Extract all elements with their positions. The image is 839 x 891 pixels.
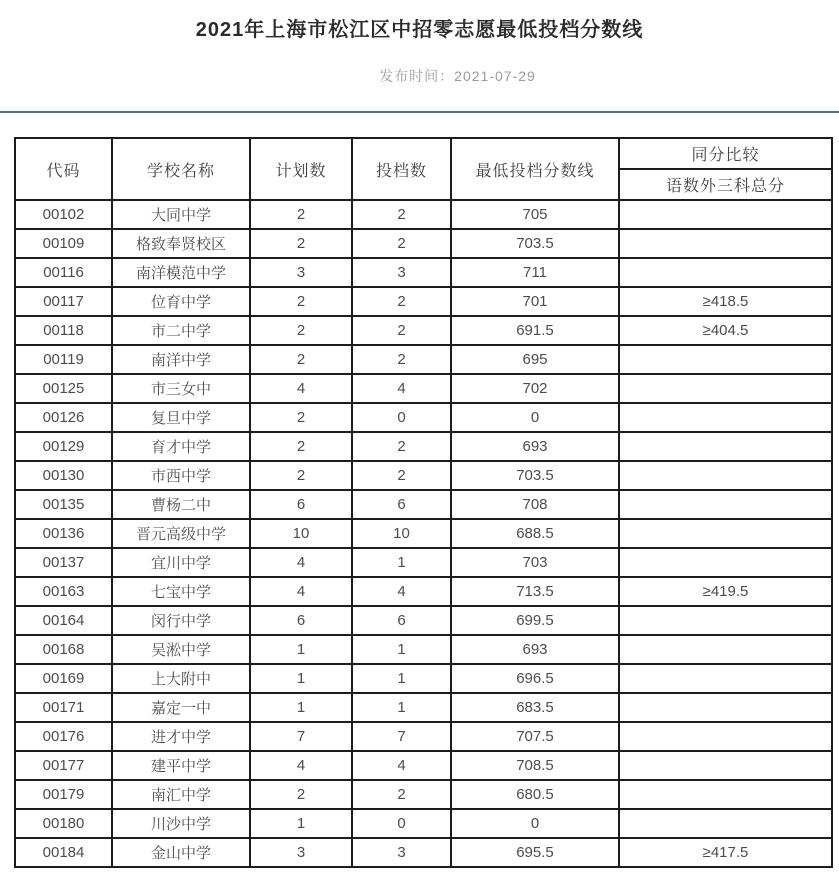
- table-row: [15, 345, 832, 374]
- cell-plan: 1: [250, 664, 352, 693]
- cell-tie: [619, 432, 832, 461]
- cell-tie: [619, 548, 832, 577]
- cell-tie: [619, 461, 832, 490]
- cell-plan: 2: [250, 780, 352, 809]
- cell-code: 00102: [15, 200, 112, 229]
- cell-min_score: 695: [451, 345, 619, 374]
- cell-tie: ≥404.5: [619, 316, 832, 345]
- cell-filed: 4: [352, 751, 451, 780]
- cell-school: 大同中学: [112, 200, 250, 229]
- cell-plan: 2: [250, 316, 352, 345]
- cell-code: 00116: [15, 258, 112, 287]
- cell-code: 00180: [15, 809, 112, 838]
- table-row: [15, 809, 832, 838]
- cell-min_score: 693: [451, 432, 619, 461]
- cell-filed: 10: [352, 519, 451, 548]
- cell-code: 00117: [15, 287, 112, 316]
- table-row: [15, 258, 832, 287]
- cell-school: 晋元高级中学: [112, 519, 250, 548]
- cell-code: 00179: [15, 780, 112, 809]
- cell-min_score: 708.5: [451, 751, 619, 780]
- cell-plan: 2: [250, 200, 352, 229]
- cell-filed: 1: [352, 635, 451, 664]
- header-filed: 投档数: [352, 138, 451, 200]
- cell-tie: [619, 693, 832, 722]
- divider-line: [0, 111, 839, 113]
- header-min-score: 最低投档分数线: [451, 138, 619, 200]
- cell-filed: 3: [352, 258, 451, 287]
- cell-code: 00136: [15, 519, 112, 548]
- cell-filed: 2: [352, 780, 451, 809]
- cell-tie: [619, 258, 832, 287]
- cell-min_score: 693: [451, 635, 619, 664]
- cell-min_score: 0: [451, 809, 619, 838]
- cell-code: 00168: [15, 635, 112, 664]
- cell-min_score: 695.5: [451, 838, 619, 867]
- table-row: [15, 519, 832, 548]
- cell-school: 市二中学: [112, 316, 250, 345]
- cell-code: 00184: [15, 838, 112, 867]
- cell-tie: ≥419.5: [619, 577, 832, 606]
- cell-school: 市三女中: [112, 374, 250, 403]
- cell-plan: 2: [250, 403, 352, 432]
- table-row: [15, 229, 832, 258]
- cell-filed: 3: [352, 838, 451, 867]
- cell-min_score: 701: [451, 287, 619, 316]
- cell-min_score: 711: [451, 258, 619, 287]
- cell-code: 00137: [15, 548, 112, 577]
- header-school: 学校名称: [112, 138, 250, 200]
- cell-school: 七宝中学: [112, 577, 250, 606]
- cell-code: 00118: [15, 316, 112, 345]
- cell-tie: ≥417.5: [619, 838, 832, 867]
- table-row: [15, 461, 832, 490]
- cell-plan: 2: [250, 287, 352, 316]
- cell-tie: [619, 780, 832, 809]
- cell-filed: 2: [352, 229, 451, 258]
- cell-tie: ≥418.5: [619, 287, 832, 316]
- cell-filed: 0: [352, 403, 451, 432]
- cell-school: 建平中学: [112, 751, 250, 780]
- cell-tie: [619, 229, 832, 258]
- cell-tie: [619, 374, 832, 403]
- cell-school: 闵行中学: [112, 606, 250, 635]
- table-row: [15, 432, 832, 461]
- cell-code: 00169: [15, 664, 112, 693]
- cell-code: 00164: [15, 606, 112, 635]
- cell-filed: 1: [352, 693, 451, 722]
- cell-min_score: 703.5: [451, 229, 619, 258]
- cell-filed: 6: [352, 606, 451, 635]
- cell-code: 00130: [15, 461, 112, 490]
- cell-filed: 0: [352, 809, 451, 838]
- cell-min_score: 683.5: [451, 693, 619, 722]
- cell-school: 金山中学: [112, 838, 250, 867]
- cell-code: 00126: [15, 403, 112, 432]
- table-row: [15, 693, 832, 722]
- table-row: [15, 722, 832, 751]
- cell-filed: 2: [352, 461, 451, 490]
- cell-plan: 10: [250, 519, 352, 548]
- cell-code: 00177: [15, 751, 112, 780]
- cell-plan: 3: [250, 838, 352, 867]
- cell-filed: 6: [352, 490, 451, 519]
- cell-school: 川沙中学: [112, 809, 250, 838]
- cell-filed: 4: [352, 374, 451, 403]
- cell-code: 00176: [15, 722, 112, 751]
- header-divider: [0, 107, 839, 113]
- cell-plan: 4: [250, 374, 352, 403]
- cell-code: 00129: [15, 432, 112, 461]
- cell-min_score: 688.5: [451, 519, 619, 548]
- cell-school: 曹杨二中: [112, 490, 250, 519]
- cell-code: 00119: [15, 345, 112, 374]
- header-tie-compare: 同分比较: [619, 138, 832, 169]
- header-tie-sub: 语数外三科总分: [619, 169, 832, 200]
- table-row: [15, 577, 832, 606]
- cell-min_score: 699.5: [451, 606, 619, 635]
- cell-filed: 2: [352, 287, 451, 316]
- cell-school: 吴淞中学: [112, 635, 250, 664]
- cell-school: 南洋中学: [112, 345, 250, 374]
- table-row: [15, 838, 832, 867]
- cell-min_score: 707.5: [451, 722, 619, 751]
- cell-plan: 4: [250, 751, 352, 780]
- cell-min_score: 703.5: [451, 461, 619, 490]
- cell-plan: 2: [250, 345, 352, 374]
- cell-tie: [619, 809, 832, 838]
- cell-school: 南汇中学: [112, 780, 250, 809]
- cell-school: 上大附中: [112, 664, 250, 693]
- cell-plan: 3: [250, 258, 352, 287]
- table-row: [15, 780, 832, 809]
- cell-tie: [619, 403, 832, 432]
- cell-min_score: 691.5: [451, 316, 619, 345]
- table-header: [15, 138, 832, 200]
- cell-filed: 1: [352, 548, 451, 577]
- table-row: [15, 287, 832, 316]
- table-row: [15, 751, 832, 780]
- cell-tie: [619, 606, 832, 635]
- cell-min_score: 705: [451, 200, 619, 229]
- cell-school: 南洋模范中学: [112, 258, 250, 287]
- cell-min_score: 713.5: [451, 577, 619, 606]
- cell-school: 位育中学: [112, 287, 250, 316]
- cell-min_score: 708: [451, 490, 619, 519]
- cell-school: 复旦中学: [112, 403, 250, 432]
- cell-filed: 2: [352, 345, 451, 374]
- cell-plan: 2: [250, 461, 352, 490]
- cell-plan: 1: [250, 809, 352, 838]
- cell-min_score: 703: [451, 548, 619, 577]
- cell-filed: 7: [352, 722, 451, 751]
- cell-tie: [619, 490, 832, 519]
- table-row: [15, 548, 832, 577]
- cell-tie: [619, 722, 832, 751]
- cell-plan: 6: [250, 606, 352, 635]
- cell-min_score: 696.5: [451, 664, 619, 693]
- cell-filed: 2: [352, 316, 451, 345]
- cell-tie: [619, 345, 832, 374]
- cell-tie: [619, 635, 832, 664]
- cell-code: 00125: [15, 374, 112, 403]
- cell-plan: 1: [250, 635, 352, 664]
- cell-school: 格致奉贤校区: [112, 229, 250, 258]
- table-row: [15, 490, 832, 519]
- cell-tie: [619, 200, 832, 229]
- table-row: [15, 316, 832, 345]
- cell-plan: 4: [250, 548, 352, 577]
- cell-code: 00163: [15, 577, 112, 606]
- cell-min_score: 0: [451, 403, 619, 432]
- table-body: [15, 200, 832, 867]
- cell-school: 市西中学: [112, 461, 250, 490]
- score-table: [14, 137, 833, 868]
- cell-min_score: 702: [451, 374, 619, 403]
- cell-min_score: 680.5: [451, 780, 619, 809]
- cell-plan: 6: [250, 490, 352, 519]
- table-row: [15, 200, 832, 229]
- cell-filed: 4: [352, 577, 451, 606]
- table-row: [15, 374, 832, 403]
- cell-plan: 1: [250, 693, 352, 722]
- cell-plan: 7: [250, 722, 352, 751]
- header-plan: 计划数: [250, 138, 352, 200]
- cell-plan: 2: [250, 432, 352, 461]
- cell-plan: 2: [250, 229, 352, 258]
- cell-plan: 4: [250, 577, 352, 606]
- cell-filed: 2: [352, 432, 451, 461]
- cell-school: 进才中学: [112, 722, 250, 751]
- cell-school: 嘉定一中: [112, 693, 250, 722]
- header-code: 代码: [15, 138, 112, 200]
- cell-code: 00109: [15, 229, 112, 258]
- table-row: [15, 635, 832, 664]
- cell-tie: [619, 751, 832, 780]
- cell-code: 00171: [15, 693, 112, 722]
- header-row-top: [15, 138, 832, 169]
- table-row: [15, 403, 832, 432]
- cell-code: 00135: [15, 490, 112, 519]
- table-row: [15, 606, 832, 635]
- publish-time: 发布时间：2021-07-29: [379, 68, 536, 84]
- cell-school: 育才中学: [112, 432, 250, 461]
- cell-filed: 1: [352, 664, 451, 693]
- table-row: [15, 664, 832, 693]
- cell-school: 宜川中学: [112, 548, 250, 577]
- cell-tie: [619, 664, 832, 693]
- page-title: 2021年上海市松江区中招零志愿最低投档分数线: [195, 19, 644, 41]
- cell-tie: [619, 519, 832, 548]
- cell-filed: 2: [352, 200, 451, 229]
